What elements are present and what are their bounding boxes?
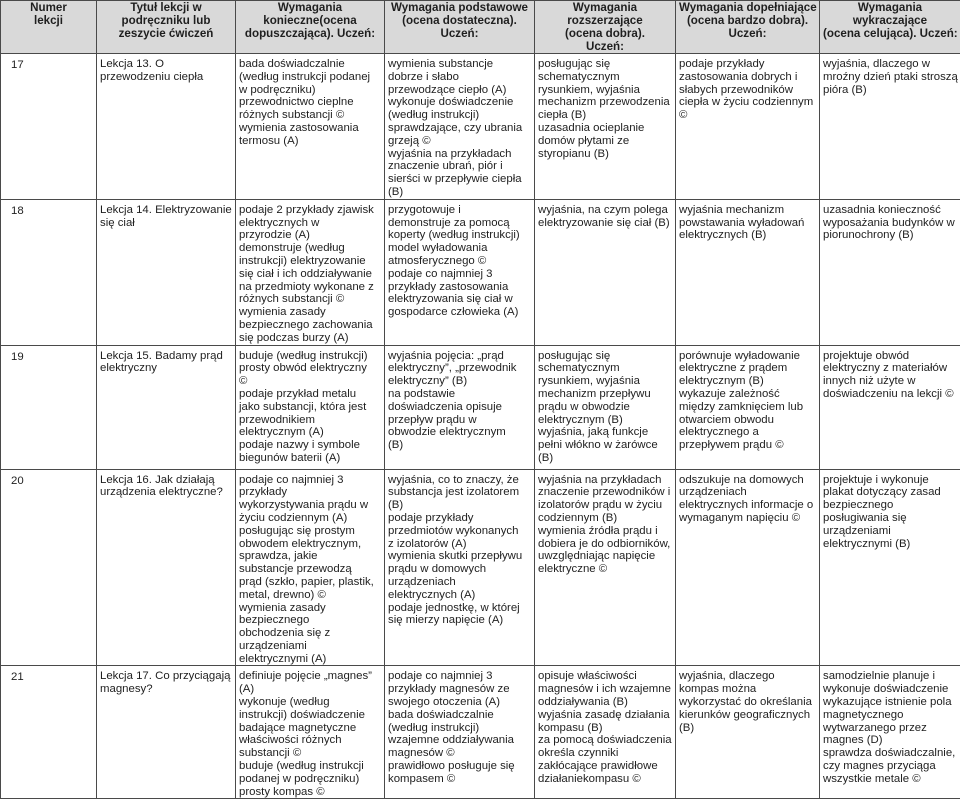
lesson-number-cell bbox=[1, 199, 97, 345]
cell-text-line: powstawania wyładowań bbox=[679, 217, 816, 230]
cell-text-line: izolatorów prądu w życiu bbox=[538, 499, 672, 512]
header-text-line: Tytuł lekcji w bbox=[100, 1, 232, 14]
cell-text-line: prosty kompas © bbox=[239, 786, 381, 799]
lesson-number-cell bbox=[1, 345, 97, 469]
advanced-requirements-cell bbox=[820, 54, 960, 200]
cell-text-line: wymienia zasady bbox=[239, 306, 381, 319]
cell-text-line: zastosowania dobrych i bbox=[679, 71, 816, 84]
cell-text-line: się ciał bbox=[100, 217, 232, 230]
cell-text-line: instrukcji) elektryzowanie bbox=[239, 255, 381, 268]
cell-text-line: wyjaśnia, co to znaczy, że bbox=[388, 474, 531, 487]
cell-text-line: zakłócające prawidłowe bbox=[538, 760, 672, 773]
cell-text-line: schematycznym bbox=[538, 71, 672, 84]
lesson-number: 20 bbox=[11, 472, 93, 488]
cell-text-line: elektryczny”, „przewodnik bbox=[388, 362, 531, 375]
header-text-line: (ocena dobra). bbox=[538, 27, 672, 40]
basic-requirements-cell bbox=[236, 666, 385, 799]
header-text-line: zeszycie ćwiczeń bbox=[100, 27, 232, 40]
cell-text-line: posługując się bbox=[538, 350, 672, 363]
cell-text-line: wyjaśnia zasadę działania bbox=[538, 709, 672, 722]
cell-text-line: elektrycznymi (B) bbox=[823, 538, 957, 551]
cell-text-line: prosty obwód elektryczny bbox=[239, 362, 381, 375]
cell-text-line: © bbox=[679, 109, 816, 122]
cell-text-line: prąd (szkło, papier, plastik, bbox=[239, 576, 381, 589]
cell-text-line: wykorzystać do określania bbox=[679, 696, 816, 709]
supplementary-requirements-cell bbox=[676, 345, 820, 469]
standard-requirements-cell bbox=[385, 666, 535, 799]
cell-text-line: otwarciem obwodu bbox=[679, 414, 816, 427]
standard-requirements-cell bbox=[385, 199, 535, 345]
cell-text-line: przepływem prądu © bbox=[679, 439, 816, 452]
header-text-line: Wymagania bbox=[239, 1, 381, 14]
header-extended-requirements bbox=[535, 1, 676, 54]
cell-text-line: doświadczenia opisuje bbox=[388, 401, 531, 414]
lesson-number-cell bbox=[1, 469, 97, 666]
cell-text-line: (B) bbox=[538, 452, 672, 465]
cell-text-line: metal, drewno) © bbox=[239, 589, 381, 602]
cell-text-line: (B) bbox=[388, 186, 531, 199]
cell-text-line: Lekcja 14. Elektryzowanie bbox=[100, 204, 232, 217]
cell-text-line: schematycznym bbox=[538, 362, 672, 375]
cell-text-line: elektrycznych w bbox=[239, 217, 381, 230]
cell-text-line: demonstruje za pomocą bbox=[388, 217, 531, 230]
cell-text-line: domów płytami ze bbox=[538, 135, 672, 148]
lesson-number: 17 bbox=[11, 56, 93, 72]
cell-text-line: posługując się bbox=[538, 58, 672, 71]
cell-text-line: na przedmioty wykonane z bbox=[239, 281, 381, 294]
extended-requirements-cell bbox=[535, 199, 676, 345]
cell-text-line: wszystkie metale © bbox=[823, 773, 957, 786]
cell-text-line: bezpiecznego bbox=[823, 499, 957, 512]
cell-text-line: kierunków geograficznych bbox=[679, 709, 816, 722]
cell-text-line: ciepła (B) bbox=[538, 109, 672, 122]
cell-text-line: urządzeniach bbox=[679, 486, 816, 499]
cell-text-line: opisuje właściwości bbox=[538, 670, 672, 683]
cell-text-line: mechanizm przewodzenia bbox=[538, 96, 672, 109]
cell-text-line: elektryczny” (B) bbox=[388, 375, 531, 388]
cell-text-line: na podstawie bbox=[388, 388, 531, 401]
cell-text-line: instrukcji) doświadczenie bbox=[239, 709, 381, 722]
cell-text-line: elektrycznym (B) bbox=[538, 414, 672, 427]
header-lesson-number bbox=[1, 1, 97, 54]
cell-text-line: za pomocą doświadczenia bbox=[538, 734, 672, 747]
cell-text-line: przygotowuje i bbox=[388, 204, 531, 217]
advanced-requirements-cell bbox=[820, 666, 960, 799]
lesson-row bbox=[1, 54, 960, 200]
cell-text-line: wymienia zastosowania bbox=[239, 122, 381, 135]
cell-text-line: przewodnikiem bbox=[239, 414, 381, 427]
cell-text-line: sprawdza, jakie bbox=[239, 550, 381, 563]
header-advanced-requirements bbox=[820, 1, 960, 54]
header-text-line: Uczeń: bbox=[538, 40, 672, 53]
cell-text-line: bada doświadczalnie bbox=[388, 709, 531, 722]
cell-text-line: podaje przykłady bbox=[679, 58, 816, 71]
cell-text-line: kompasu (B) bbox=[538, 722, 672, 735]
cell-text-line: podaje 2 przykłady zjawisk bbox=[239, 204, 381, 217]
cell-text-line: wyjaśnia na przykładach bbox=[538, 474, 672, 487]
lesson-row bbox=[1, 345, 960, 469]
header-text-line: Wymagania bbox=[823, 1, 957, 14]
cell-text-line: buduje (według instrukcji) bbox=[239, 350, 381, 363]
cell-text-line: gospodarce człowieka (A) bbox=[388, 306, 531, 319]
header-text-line: Uczeń: bbox=[388, 27, 531, 40]
cell-text-line: (według instrukcji) bbox=[388, 722, 531, 735]
cell-text-line: wykonuje doświadczenie bbox=[823, 683, 957, 696]
supplementary-requirements-cell bbox=[676, 54, 820, 200]
lesson-number: 18 bbox=[11, 202, 93, 218]
header-supplementary-requirements bbox=[676, 1, 820, 54]
cell-text-line: wyposażania budynków w bbox=[823, 217, 957, 230]
cell-text-line: przepływ prądu w bbox=[388, 414, 531, 427]
cell-text-line: doświadczeniu na lekcji © bbox=[823, 388, 957, 401]
cell-text-line: elektryczny z materiałów bbox=[823, 362, 957, 375]
cell-text-line: wymaganym napięciu © bbox=[679, 512, 816, 525]
cell-text-line: projektuje obwód bbox=[823, 350, 957, 363]
cell-text-line: przykłady magnesów ze bbox=[388, 683, 531, 696]
header-text-line: Wymagania podstawowe bbox=[388, 1, 531, 14]
cell-text-line: uzasadnia ocieplanie bbox=[538, 122, 672, 135]
advanced-requirements-cell bbox=[820, 469, 960, 666]
cell-text-line: sprawdza doświadczalnie, bbox=[823, 747, 957, 760]
cell-text-line: życiu codziennym (A) bbox=[239, 512, 381, 525]
cell-text-line: Lekcja 15. Badamy prąd bbox=[100, 350, 232, 363]
cell-text-line: definiuje pojęcie „magnes” bbox=[239, 670, 381, 683]
cell-text-line: przewodnictwo cieplne bbox=[239, 96, 381, 109]
cell-text-line: posługując się prostym bbox=[239, 525, 381, 538]
cell-text-line: plakat dotyczący zasad bbox=[823, 486, 957, 499]
supplementary-requirements-cell bbox=[676, 199, 820, 345]
cell-text-line: podaje co najmniej 3 bbox=[239, 474, 381, 487]
cell-text-line: obwodem elektrycznym, bbox=[239, 538, 381, 551]
cell-text-line: elektrycznego a bbox=[679, 426, 816, 439]
cell-text-line: substancji © bbox=[239, 747, 381, 760]
cell-text-line: Lekcja 13. O bbox=[100, 58, 232, 71]
cell-text-line: się podczas burzy (A) bbox=[239, 332, 381, 345]
cell-text-line: czy magnes przyciąga bbox=[823, 760, 957, 773]
cell-text-line: elektryczne © bbox=[538, 563, 672, 576]
cell-text-line: wymienia zasady bbox=[239, 602, 381, 615]
cell-text-line: kompasem © bbox=[388, 773, 531, 786]
header-text-line: Numer bbox=[4, 1, 93, 14]
cell-text-line: urządzeniami bbox=[823, 525, 957, 538]
cell-text-line: w podręczniku) bbox=[239, 84, 381, 97]
cell-text-line: Lekcja 17. Co przyciągają bbox=[100, 670, 232, 683]
cell-text-line: rysunkiem, wyjaśnia bbox=[538, 375, 672, 388]
cell-text-line: znaczenie ubrań, piór i bbox=[388, 160, 531, 173]
cell-text-line: grzeją © bbox=[388, 135, 531, 148]
cell-text-line: sprawdzające, czy ubrania bbox=[388, 122, 531, 135]
header-text-line: wykraczające bbox=[823, 14, 957, 27]
cell-text-line: Lekcja 16. Jak działają bbox=[100, 474, 232, 487]
cell-text-line: pióra (B) bbox=[823, 84, 957, 97]
header-text-line: Wymagania dopełniające bbox=[679, 1, 816, 14]
cell-text-line: bada doświadczalnie bbox=[239, 58, 381, 71]
supplementary-requirements-cell bbox=[676, 666, 820, 799]
cell-text-line: elektrycznym (B) bbox=[679, 375, 816, 388]
basic-requirements-cell bbox=[236, 199, 385, 345]
cell-text-line: wyjaśnia, dlaczego w bbox=[823, 58, 957, 71]
cell-text-line: piorunochrony (B) bbox=[823, 229, 957, 242]
cell-text-line: urządzeniami bbox=[239, 640, 381, 653]
cell-text-line: wytwarzanego przez bbox=[823, 722, 957, 735]
cell-text-line: buduje (według instrukcji bbox=[239, 760, 381, 773]
cell-text-line: wyjaśnia, jaką funkcje bbox=[538, 426, 672, 439]
cell-text-line: ciepła w życiu codziennym bbox=[679, 96, 816, 109]
standard-requirements-cell bbox=[385, 469, 535, 666]
cell-text-line: bezpiecznego zachowania bbox=[239, 319, 381, 332]
cell-text-line: działaniekompasu © bbox=[538, 773, 672, 786]
cell-text-line: mroźny dzień ptaki stroszą bbox=[823, 71, 957, 84]
cell-text-line: podaje co najmniej 3 bbox=[388, 670, 531, 683]
cell-text-line: wykazuje zależność bbox=[679, 388, 816, 401]
cell-text-line: kompas można bbox=[679, 683, 816, 696]
cell-text-line: wyjaśnia na przykładach bbox=[388, 148, 531, 161]
cell-text-line: magnetycznego bbox=[823, 709, 957, 722]
lesson-row bbox=[1, 199, 960, 345]
cell-text-line: koperty (według instrukcji) bbox=[388, 229, 531, 242]
extended-requirements-cell bbox=[535, 54, 676, 200]
lesson-number: 21 bbox=[11, 668, 93, 684]
cell-text-line: wyjaśnia, na czym polega bbox=[538, 204, 672, 217]
standard-requirements-cell bbox=[385, 54, 535, 200]
supplementary-requirements-cell bbox=[676, 469, 820, 666]
cell-text-line: elektrycznych (A) bbox=[388, 589, 531, 602]
cell-text-line: wyjaśnia mechanizm bbox=[679, 204, 816, 217]
header-text-line: rozszerzające bbox=[538, 14, 672, 27]
lesson-number-cell bbox=[1, 666, 97, 799]
lesson-number: 19 bbox=[11, 348, 93, 364]
cell-text-line: magnesy? bbox=[100, 683, 232, 696]
cell-text-line: © bbox=[239, 375, 381, 388]
cell-text-line: dobrze i słabo bbox=[388, 71, 531, 84]
header-standard-requirements bbox=[385, 1, 535, 54]
lesson-row bbox=[1, 469, 960, 666]
cell-text-line: słabych przewodników bbox=[679, 84, 816, 97]
header-text-line: (ocena celująca). Uczeń: bbox=[823, 27, 957, 40]
lesson-title-cell bbox=[97, 345, 236, 469]
cell-text-line: elektryczny bbox=[100, 362, 232, 375]
cell-text-line: przewodzące ciepło (A) bbox=[388, 84, 531, 97]
cell-text-line: podaje jednostkę, w której bbox=[388, 602, 531, 615]
cell-text-line: elektrycznymi (A) bbox=[239, 653, 381, 666]
cell-text-line: (B) bbox=[388, 439, 531, 452]
lesson-title-cell bbox=[97, 666, 236, 799]
cell-text-line: posługiwania się bbox=[823, 512, 957, 525]
cell-text-line: przedmiotów wykonanych bbox=[388, 525, 531, 538]
cell-text-line: porównuje wyładowanie bbox=[679, 350, 816, 363]
cell-text-line: innych niż użyte w bbox=[823, 375, 957, 388]
cell-text-line: właściwości różnych bbox=[239, 734, 381, 747]
cell-text-line: podaje przykład metalu bbox=[239, 388, 381, 401]
cell-text-line: substancje przewodzą bbox=[239, 563, 381, 576]
cell-text-line: wymienia źródła prądu i bbox=[538, 525, 672, 538]
cell-text-line: elektryczne z prądem bbox=[679, 362, 816, 375]
cell-text-line: styropianu (B) bbox=[538, 148, 672, 161]
cell-text-line: urządzenia elektryczne? bbox=[100, 486, 232, 499]
cell-text-line: magnesów © bbox=[388, 747, 531, 760]
cell-text-line: różnych substancji © bbox=[239, 109, 381, 122]
cell-text-line: uzasadnia konieczność bbox=[823, 204, 957, 217]
header-basic-requirements bbox=[236, 1, 385, 54]
cell-text-line: demonstruje (według bbox=[239, 242, 381, 255]
basic-requirements-cell bbox=[236, 345, 385, 469]
advanced-requirements-cell bbox=[820, 345, 960, 469]
extended-requirements-cell bbox=[535, 666, 676, 799]
cell-text-line: wykonuje doświadczenie bbox=[388, 96, 531, 109]
cell-text-line: prądu w obwodzie bbox=[538, 401, 672, 414]
cell-text-line: dobiera je do odbiorników, bbox=[538, 538, 672, 551]
cell-text-line: wykorzystywania prądu w bbox=[239, 499, 381, 512]
cell-text-line: magnesów i ich wzajemne bbox=[538, 683, 672, 696]
cell-text-line: podanej w podręczniku) bbox=[239, 773, 381, 786]
cell-text-line: określa czynniki bbox=[538, 747, 672, 760]
cell-text-line: wykazujące istnienie pola bbox=[823, 696, 957, 709]
lesson-title-cell bbox=[97, 199, 236, 345]
cell-text-line: pełni włókno w żarówce bbox=[538, 439, 672, 452]
cell-text-line: wymienia substancje bbox=[388, 58, 531, 71]
cell-text-line: rysunkiem, wyjaśnia bbox=[538, 84, 672, 97]
cell-text-line: badające magnetyczne bbox=[239, 722, 381, 735]
cell-text-line: podaje co najmniej 3 bbox=[388, 268, 531, 281]
cell-text-line: (według instrukcji) bbox=[388, 109, 531, 122]
cell-text-line: różnych substancji © bbox=[239, 293, 381, 306]
cell-text-line: obchodzenia się z bbox=[239, 627, 381, 640]
cell-text-line: prawidłowo posługuje się bbox=[388, 760, 531, 773]
cell-text-line: model wyładowania bbox=[388, 242, 531, 255]
cell-text-line: elektrycznych (B) bbox=[679, 229, 816, 242]
cell-text-line: sierści w przepływie ciepła bbox=[388, 173, 531, 186]
lesson-title-cell bbox=[97, 54, 236, 200]
cell-text-line: przyrodzie (A) bbox=[239, 229, 381, 242]
cell-text-line: elektrycznych informacje o bbox=[679, 499, 816, 512]
header-lesson-title bbox=[97, 1, 236, 54]
lesson-number-cell bbox=[1, 54, 97, 200]
header-row bbox=[1, 1, 960, 54]
cell-text-line: z izolatorów (A) bbox=[388, 538, 531, 551]
cell-text-line: projektuje i wykonuje bbox=[823, 474, 957, 487]
cell-text-line: wyjaśnia pojęcia: „prąd bbox=[388, 350, 531, 363]
cell-text-line: między zamknięciem lub bbox=[679, 401, 816, 414]
cell-text-line: jako substancji, która jest bbox=[239, 401, 381, 414]
cell-text-line: oddziaływania (B) bbox=[538, 696, 672, 709]
cell-text-line: bezpiecznego bbox=[239, 614, 381, 627]
cell-text-line: swojego otoczenia (A) bbox=[388, 696, 531, 709]
lesson-title-cell bbox=[97, 469, 236, 666]
cell-text-line: wyjaśnia, dlaczego bbox=[679, 670, 816, 683]
cell-text-line: podaje nazwy i symbole bbox=[239, 439, 381, 452]
cell-text-line: przykłady bbox=[239, 486, 381, 499]
basic-requirements-cell bbox=[236, 54, 385, 200]
header-text-line: lekcji bbox=[4, 14, 93, 27]
cell-text-line: mechanizm przepływu bbox=[538, 388, 672, 401]
advanced-requirements-cell bbox=[820, 199, 960, 345]
header-text-line: (ocena dostateczna). bbox=[388, 14, 531, 27]
cell-text-line: (B) bbox=[679, 722, 816, 735]
cell-text-line: obwodzie elektrycznym bbox=[388, 426, 531, 439]
header-text-line: dopuszczająca). Uczeń: bbox=[239, 27, 381, 40]
cell-text-line: elektryzowanie się ciał (B) bbox=[538, 217, 672, 230]
cell-text-line: wzajemne oddziaływania bbox=[388, 734, 531, 747]
cell-text-line: substancja jest izolatorem bbox=[388, 486, 531, 499]
cell-text-line: urządzeniach bbox=[388, 576, 531, 589]
cell-text-line: przykłady zastosowania bbox=[388, 281, 531, 294]
cell-text-line: wykonuje (według bbox=[239, 696, 381, 709]
cell-text-line: odszukuje na domowych bbox=[679, 474, 816, 487]
cell-text-line: uwzględniając napięcie bbox=[538, 550, 672, 563]
table-body bbox=[1, 54, 960, 799]
cell-text-line: termosu (A) bbox=[239, 135, 381, 148]
cell-text-line: samodzielnie planuje i bbox=[823, 670, 957, 683]
header-text-line: konieczne(ocena bbox=[239, 14, 381, 27]
header-text-line: Wymagania bbox=[538, 1, 672, 14]
header-text-line: Uczeń: bbox=[679, 27, 816, 40]
lesson-row bbox=[1, 666, 960, 799]
cell-text-line: (według instrukcji podanej bbox=[239, 71, 381, 84]
cell-text-line: elektryzowania się ciał w bbox=[388, 293, 531, 306]
cell-text-line: (A) bbox=[239, 683, 381, 696]
basic-requirements-cell bbox=[236, 469, 385, 666]
cell-text-line: (B) bbox=[388, 499, 531, 512]
extended-requirements-cell bbox=[535, 345, 676, 469]
cell-text-line: magnes (D) bbox=[823, 734, 957, 747]
cell-text-line: podaje przykłady bbox=[388, 512, 531, 525]
standard-requirements-cell bbox=[385, 345, 535, 469]
cell-text-line: się ciał i ich oddziaływanie bbox=[239, 268, 381, 281]
cell-text-line: prądu w domowych bbox=[388, 563, 531, 576]
cell-text-line: elektrycznym (A) bbox=[239, 426, 381, 439]
header-text-line: (ocena bardzo dobra). bbox=[679, 14, 816, 27]
cell-text-line: biegunów baterii (A) bbox=[239, 452, 381, 465]
cell-text-line: przewodzeniu ciepła bbox=[100, 71, 232, 84]
header-text-line: podręczniku lub bbox=[100, 14, 232, 27]
extended-requirements-cell bbox=[535, 469, 676, 666]
cell-text-line: wymienia skutki przepływu bbox=[388, 550, 531, 563]
cell-text-line: codziennym (B) bbox=[538, 512, 672, 525]
cell-text-line: znaczenie przewodników i bbox=[538, 486, 672, 499]
cell-text-line: atmosferycznego © bbox=[388, 255, 531, 268]
cell-text-line: się mierzy napięcie (A) bbox=[388, 614, 531, 627]
